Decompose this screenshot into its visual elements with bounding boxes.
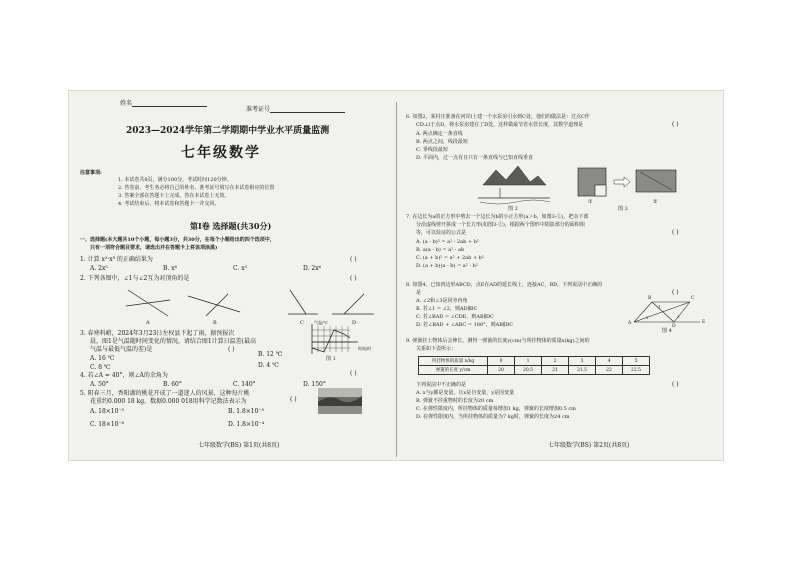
section-title: 第Ⅰ卷 选择题(共30分): [190, 221, 272, 231]
q1-stem: 1. 计算 x²·x³ 的正确结果为: [80, 256, 153, 263]
q9-option-c: C. 在弹性限度内，所挂物体的质量每增加1 kg，弹簧的长度增加0.5 cm: [416, 406, 576, 412]
q4-option-d: D. 150°: [303, 381, 326, 388]
exam-sheet: [68, 90, 724, 461]
fig3-label: 图 3: [618, 206, 628, 212]
q7-option-d: D. (a + b)(a - b) = a² - b²: [416, 263, 478, 269]
q5-stem: 花重约0.000 18 kg，数据0.000 018用科学记数法表示为: [90, 398, 247, 405]
q4-option-c: C. 140°: [233, 381, 256, 388]
q9-option-b: B. 弹簧不挂重物时的长度为20 cm: [416, 398, 494, 404]
note-item: 1. 本试卷共8页，满分100分，考试时间120分钟。: [118, 177, 232, 183]
fig4-point-a: A: [628, 321, 632, 326]
q7-stem: 等，可以验证的公式是: [416, 230, 467, 236]
table-cell: 1: [515, 357, 542, 366]
subject-title: 七年级数学: [181, 145, 261, 161]
q6-option-a: A. 两点确定一条直线: [416, 131, 463, 137]
q5-option-b: B. 1.8×10⁻⁵: [228, 408, 264, 415]
note-item: 4. 考试结束后，将本试卷和答题卡一并交回。: [118, 201, 220, 207]
q1-option-c: C. x⁵: [233, 265, 247, 272]
q1-option-d: D. 2x⁶: [303, 265, 322, 272]
q6-option-c: C. 垂线段最短: [416, 147, 448, 153]
q9-option-d: D. 在弹性限度内，当所挂物体的质量为7 kg时，弹簧的长度为24 cm: [416, 414, 570, 420]
q5-option-a: A. 18×10⁻⁵: [90, 408, 125, 415]
table-cell: 22.5: [623, 366, 650, 375]
q3-option-c: C. 8 ℃: [90, 364, 111, 371]
table-cell: 0: [488, 357, 515, 366]
q5-option-d: D. 1.8×10⁻⁴: [228, 421, 265, 428]
q3-stem: 3. 春寒料峭，2024年3月23日左权县下起了雨，据预报次: [80, 330, 235, 337]
table-row: [419, 366, 650, 375]
table-cell: 4: [596, 357, 623, 366]
q3-figure-label: 图 1: [326, 356, 336, 362]
fig4-angle-2: 2: [646, 315, 649, 320]
q4-option-a: A. 50°: [90, 381, 109, 388]
table-cell: 3: [569, 357, 596, 366]
q2-label-c: C: [300, 320, 304, 326]
q7-answer-paren: ( ): [672, 229, 679, 236]
q3-option-b: B. 12 ℃: [258, 351, 283, 358]
fig4-angle-3: 3: [677, 314, 680, 319]
q9-stem: 9. 弹簧挂上物体后会伸长，测得一弹簧的长度y(cm)与所挂物体的质量x(kg)之间的: [406, 338, 590, 344]
q3-option-a: A. 16 ℃: [90, 355, 115, 362]
fig4-label: 图 4: [662, 328, 672, 334]
q7-option-c: C. (a + b)² = a² + 2ab + b²: [416, 255, 484, 261]
q6-answer-paren: ( ): [672, 121, 679, 128]
q3-option-d: D. 4 ℃: [258, 362, 279, 369]
fig2-label: 图 2: [508, 206, 518, 212]
q9-data-table: [418, 356, 650, 375]
q8-option-b: B. 若∠1 = ∠2，则AD∥BC: [416, 306, 478, 312]
table-cell: 21.5: [569, 366, 596, 375]
table-cell: 22: [596, 366, 623, 375]
q6-option-b: B. 两点之间，线段最短: [416, 139, 468, 145]
q3-answer-paren: ( ): [228, 346, 235, 353]
fig4-angle-1: 1: [658, 304, 661, 309]
q7-option-a: A. (a - b)² = a² - 2ab + b²: [416, 239, 479, 245]
table-header-y: 弹簧的长度 y/cm: [419, 366, 488, 375]
fig4-diagonal-ac: [634, 302, 690, 322]
q2-answer-paren: ( ): [350, 275, 357, 282]
q6-option-d: D. 平面内，过一点有且只有一条直线与已知直线垂直: [416, 155, 534, 161]
q4-stem: 4. 若∠A = 40°，则∠A的余角为: [80, 372, 168, 379]
q6-stem: 6. 如图2，某村庄准备在河岸l上建一个水泵房引水到C处，他们的做法是：过点C作: [406, 114, 590, 120]
fig3-part-1: ①: [588, 199, 593, 205]
fig4-diagonal-bd: [652, 302, 674, 322]
q2-label-b: B: [213, 320, 217, 326]
right-page-footer: 七年级数学(BS) 第2页(共8页): [548, 442, 630, 449]
q4-option-b: B. 60°: [163, 381, 182, 388]
q2-label-a: A: [146, 320, 150, 326]
ticket-label: 准考证号: [246, 106, 271, 113]
q1-option-a: A. 2x⁵: [90, 265, 108, 272]
q2-label-d: D: [352, 320, 357, 326]
q2-stem: 2. 下列各图中，∠1与∠2互为对顶角的是: [80, 275, 190, 282]
q7-stem: 7. 在边长为a的正方形中剪去一个边长为b的小正方形(a＞b，如图3-①)，把余下部: [406, 214, 589, 220]
q8-option-d: D. 若∠BAD + ∠ABC = 180°，则AB∥DC: [416, 322, 514, 328]
fig4-point-b: B: [648, 296, 652, 301]
q1-option-b: B. x⁶: [163, 265, 178, 272]
table-row: [419, 357, 650, 366]
section-intro: 一、选择题(本大题共10个小题，每小题3分，共30分，在每个小题给出的四个选项中，: [80, 237, 275, 243]
q7-stem: 分沿虚线剪开拼成一个长方形(如图3-②)，根据两个图形中阴影部分的面积相: [416, 222, 585, 228]
q9-stem: 关系如下表所示：: [416, 346, 457, 352]
fig4-point-e: E: [702, 320, 706, 325]
notes-heading: 注意事项:: [80, 170, 102, 176]
q8-stem: 是: [416, 290, 422, 296]
q8-figure4: [68, 90, 724, 461]
name-label: 姓名: [120, 100, 133, 107]
q5-option-c: C. 18×10⁻⁶: [90, 421, 125, 428]
q8-option-a: A. ∠2和∠3是同旁内角: [416, 298, 468, 304]
q3-stem: 气温与最低气温的差)是: [90, 346, 153, 353]
table-cell: 20: [488, 366, 515, 375]
q8-option-c: C. 若∠BAD = ∠CDE，则AB∥DC: [416, 314, 494, 320]
fig4-point-d: D: [672, 324, 676, 329]
q5-answer-paren: ( ): [290, 396, 297, 403]
note-item: 3. 答案全部在答题卡上完成，答在本试卷上无效。: [118, 193, 230, 199]
q4-answer-paren: ( ): [350, 370, 357, 377]
q8-answer-paren: ( ): [672, 289, 679, 296]
table-cell: 5: [623, 357, 650, 366]
table-cell: 20.5: [515, 366, 542, 375]
q7-option-b: B. a(a - b) = a² - ab: [416, 247, 465, 253]
table-cell: 2: [542, 357, 569, 366]
q9-answer-paren: ( ): [672, 381, 679, 388]
q8-stem: 8. 如图4，已知四边形ABCD，点E在AD的延长线上，连接AC，BD，下列说法中正确的: [406, 282, 603, 288]
left-page-footer: 七年级数学(BS) 第1页(共8页): [198, 442, 280, 449]
section-intro: 只有一项符合题目要求，请选出并在答题卡上将该项涂黑): [90, 245, 218, 251]
q3-y-label: 气温/℃: [314, 320, 328, 325]
q3-stem: 晨，图1是气温随时间变化的情况，请结合图1计算日温差(最高: [90, 338, 256, 345]
table-cell: 21: [542, 366, 569, 375]
note-item: 2. 答卷前，考生务必将自己的姓名、准考证号填写在本试卷相应的位置: [118, 185, 275, 191]
fig4-point-c: C: [691, 296, 695, 301]
q1-answer-paren: ( ): [350, 256, 357, 263]
q3-x-label: 时间/时: [358, 346, 372, 351]
q9-question: 下列说法中不正确的是: [416, 382, 467, 388]
table-header-x: 所挂物体的质量 x/kg: [419, 357, 488, 366]
fig3-part-2: ②: [653, 199, 658, 205]
q6-stem: CD⊥l于点D，将水泵房建在了D处，这样做最节省水管长度，其数学道理是: [416, 122, 584, 128]
q9-option-a: A. x与y都是变量，且x是自变量，y是因变量: [416, 390, 515, 396]
q5-stem: 5. 阳春三月，香阳湖的桃花开成了一道迷人的风景，这种每片桃: [80, 390, 250, 397]
exam-title: 2023—2024学年第二学期期中学业水平质量监测: [126, 126, 330, 136]
